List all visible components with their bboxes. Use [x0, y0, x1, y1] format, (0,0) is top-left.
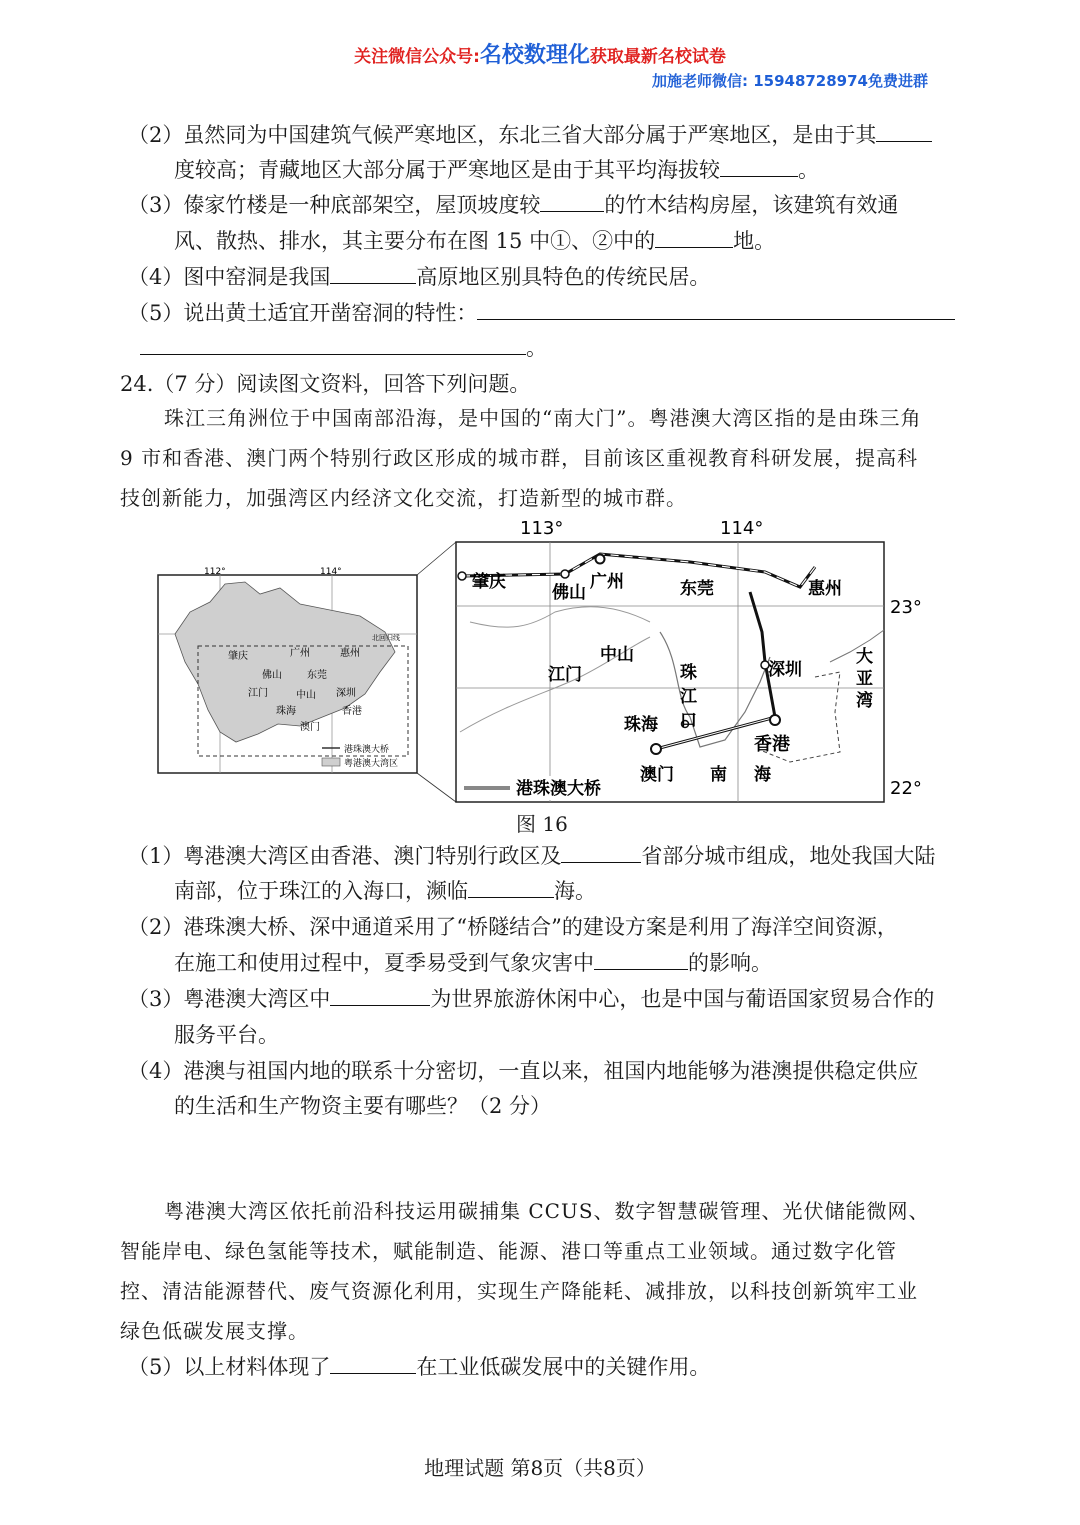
q23-item2-text-c: 。: [798, 158, 819, 182]
overview-city-dongguan: 东莞: [307, 670, 327, 681]
detail-water-wan: 湾: [856, 691, 873, 711]
detail-city-guangzhou: 广州: [590, 572, 624, 592]
answer-blank[interactable]: [540, 191, 604, 212]
q23-item2-text-b: 度较高；青藏地区大部分属于严寒地区是由于其平均海拔较: [174, 158, 720, 182]
q24-item3-text-b: 为世界旅游休闲中心，也是中国与葡语国家贸易合作的: [430, 987, 935, 1011]
q24-item5: [128, 1353, 710, 1381]
q23-item4: [128, 263, 710, 291]
overview-city-zhongshan: 中山: [296, 690, 316, 701]
q24-passage2-line1: 粤港澳大湾区依托前沿科技运用碳捕集 CCUS、数字智慧碳管理、光伏储能微网、: [164, 1199, 930, 1223]
answer-blank[interactable]: [720, 156, 798, 177]
q24-item5-text-b: 在工业低碳发展中的关键作用。: [416, 1355, 711, 1379]
answer-blank[interactable]: [561, 842, 641, 863]
q23-item3-text-c: 风、散热、排水，其主要分布在图 15 中①、②中的: [174, 229, 656, 253]
q23-item3-text-b: 的竹木结构房屋，该建筑有效通: [604, 193, 899, 217]
overview-city-huizhou: 惠州: [340, 648, 360, 659]
q23-item4-text-a: （4）图中窑洞是我国: [128, 265, 331, 289]
watermark-contact: 加施老师微信: 15948728974免费进群: [651, 72, 928, 90]
detail-water-zhu: 珠: [680, 663, 697, 683]
detail-water-jiang: 江: [680, 687, 697, 707]
answer-blank[interactable]: [594, 949, 688, 970]
overview-city-macau: 澳门: [300, 722, 320, 733]
detail-city-macau: 澳门: [640, 765, 674, 785]
q24-passage2-line3: 控、清洁能源替代、废气资源化利用，实现生产降能耗、减排放，以科技创新筑牢工业: [120, 1279, 918, 1303]
figure-16: [150, 512, 922, 807]
detail-lat-22: 22°: [890, 778, 922, 799]
detail-water-kou: 口: [680, 711, 697, 731]
detail-legend-bridge: 港珠澳大桥: [516, 779, 601, 799]
q24-passage2-line2: 智能岸电、绿色氢能等技术，赋能制造、能源、港口等重点工业领域。通过数字化管: [120, 1239, 897, 1263]
answer-blank[interactable]: [477, 299, 955, 320]
overview-city-guangzhou: 广州: [290, 648, 310, 659]
answer-blank[interactable]: [330, 985, 430, 1006]
watermark-prefix: 关注微信公众号:: [354, 47, 480, 67]
answer-blank[interactable]: [140, 334, 526, 355]
detail-city-shenzhen: 深圳: [768, 660, 802, 680]
q24-title: 24.（7 分）阅读图文资料，回答下列问题。: [120, 372, 531, 396]
q24-item1-text-a: （1）粤港澳大湾区由香港、澳门特别行政区及: [128, 844, 562, 868]
q24-item3-line1: [128, 985, 934, 1013]
q24-item1-text-b: 省部分城市组成，地处我国大陆: [641, 844, 936, 868]
overview-city-foshan: 佛山: [262, 670, 282, 681]
q24-item3-line2: 服务平台。: [174, 1023, 279, 1047]
watermark-brand: 名校数理化: [479, 43, 590, 68]
q24-item5-text-a: （5）以上材料体现了: [128, 1355, 331, 1379]
q23-item3-text-a: （3）傣家竹楼是一种底部架空，屋顶坡度较: [128, 193, 541, 217]
detail-city-dongguan: 东莞: [680, 579, 714, 599]
q24-item2-line1: （2）港珠澳大桥、深中通道采用了“桥隧结合”的建设方案是利用了海洋空间资源，: [128, 915, 898, 939]
watermark-suffix: 获取最新名校试卷: [589, 47, 726, 67]
detail-city-hongkong: 香港: [754, 734, 790, 755]
q24-passage2-line4: 绿色低碳发展支撑。: [120, 1319, 309, 1343]
overview-city-zhuhai: 珠海: [276, 706, 296, 717]
q24-passage-line2: 9 市和香港、澳门两个特别行政区形成的城市群，目前该区重视教育科研发展，提高科: [120, 446, 919, 470]
overview-city-jiangmen: 江门: [248, 688, 268, 699]
detail-city-huizhou: 惠州: [808, 579, 842, 599]
overview-legend-bayarea: 粤港澳大湾区: [344, 759, 399, 769]
detail-map: [456, 518, 922, 802]
answer-blank[interactable]: [468, 877, 554, 898]
q23-item2-line1: [128, 121, 932, 149]
answer-blank[interactable]: [330, 263, 416, 284]
q23-item5-text-a: （5）说出黄土适宜开凿窑洞的特性：: [128, 301, 478, 325]
q24-item3-text-a: （3）粤港澳大湾区中: [128, 987, 331, 1011]
detail-water-ya: 亚: [856, 669, 873, 689]
detail-city-zhaoqing: 肇庆: [472, 572, 506, 592]
q24-item2-text-b: 在施工和使用过程中，夏季易受到气象灾害中: [174, 951, 594, 975]
q23-item5-text-b: 。: [526, 336, 547, 360]
overview-lon-112: 112°: [204, 567, 226, 577]
answer-blank[interactable]: [330, 1353, 416, 1374]
overview-legend-bridge: 港珠澳大桥: [344, 745, 390, 755]
detail-city-zhongshan: 中山: [600, 645, 634, 665]
detail-city-zhuhai: 珠海: [624, 715, 658, 735]
answer-blank[interactable]: [655, 227, 733, 248]
watermark-header: [0, 38, 1080, 69]
answer-blank[interactable]: [876, 121, 932, 142]
overview-tropic-label: 北回归线: [372, 634, 400, 642]
q24-item1-text-c: 南部，位于珠江的入海口，濒临: [174, 879, 468, 903]
q23-item3-text-d: 地。: [733, 229, 776, 253]
q24-item1-text-d: 海。: [554, 879, 596, 903]
detail-lon-114: 114°: [720, 518, 764, 539]
detail-city-jiangmen: 江门: [548, 665, 582, 685]
q23-item2-text-a: （2）虽然同为中国建筑气候严寒地区，东北三省大部分属于严寒地区，是由于其: [128, 123, 877, 147]
q24-item4-line1: （4）港澳与祖国内地的联系十分密切，一直以来，祖国内地能够为港澳提供稳定供应: [128, 1059, 919, 1083]
overview-city-shenzhen: 深圳: [336, 688, 356, 699]
q24-item2-line2: [174, 949, 772, 977]
figure-16-caption: 图 16: [516, 812, 568, 836]
q23-item4-text-b: 高原地区别具特色的传统民居。: [416, 265, 711, 289]
detail-city-foshan: 佛山: [552, 583, 586, 603]
q24-passage-line3: 技创新能力，加强湾区内经济文化交流，打造新型的城市群。: [120, 486, 687, 510]
detail-water-da: 大: [856, 647, 873, 667]
detail-lon-113: 113°: [520, 518, 564, 539]
q24-item4-line2: 的生活和生产物资主要有哪些？（2 分）: [174, 1094, 552, 1118]
overview-city-zhaoqing: 肇庆: [228, 651, 248, 662]
q24-passage-line1: 珠江三角洲位于中国南部沿海，是中国的“南大门”。粤港澳大湾区指的是由珠三角: [164, 406, 922, 430]
detail-water-nan: 南: [710, 765, 727, 785]
q23-item5-line1: [128, 299, 955, 327]
overview-city-hongkong: 香港: [342, 706, 362, 717]
q23-item3-line2: [174, 227, 775, 255]
q23-item5-line2: [140, 334, 547, 362]
q23-item2-line2: [174, 156, 819, 184]
overview-map: [158, 567, 417, 773]
q23-item3-line1: [128, 191, 898, 219]
q24-item1-line1: [128, 842, 935, 870]
detail-water-hai: 海: [754, 765, 771, 785]
overview-lon-114: 114°: [320, 567, 342, 577]
q24-item2-text-c: 的影响。: [688, 951, 772, 975]
q24-item1-line2: [174, 877, 596, 905]
page-footer: 地理试题 第8页（共8页）: [424, 1456, 656, 1480]
detail-lat-23: 23°: [890, 597, 922, 618]
